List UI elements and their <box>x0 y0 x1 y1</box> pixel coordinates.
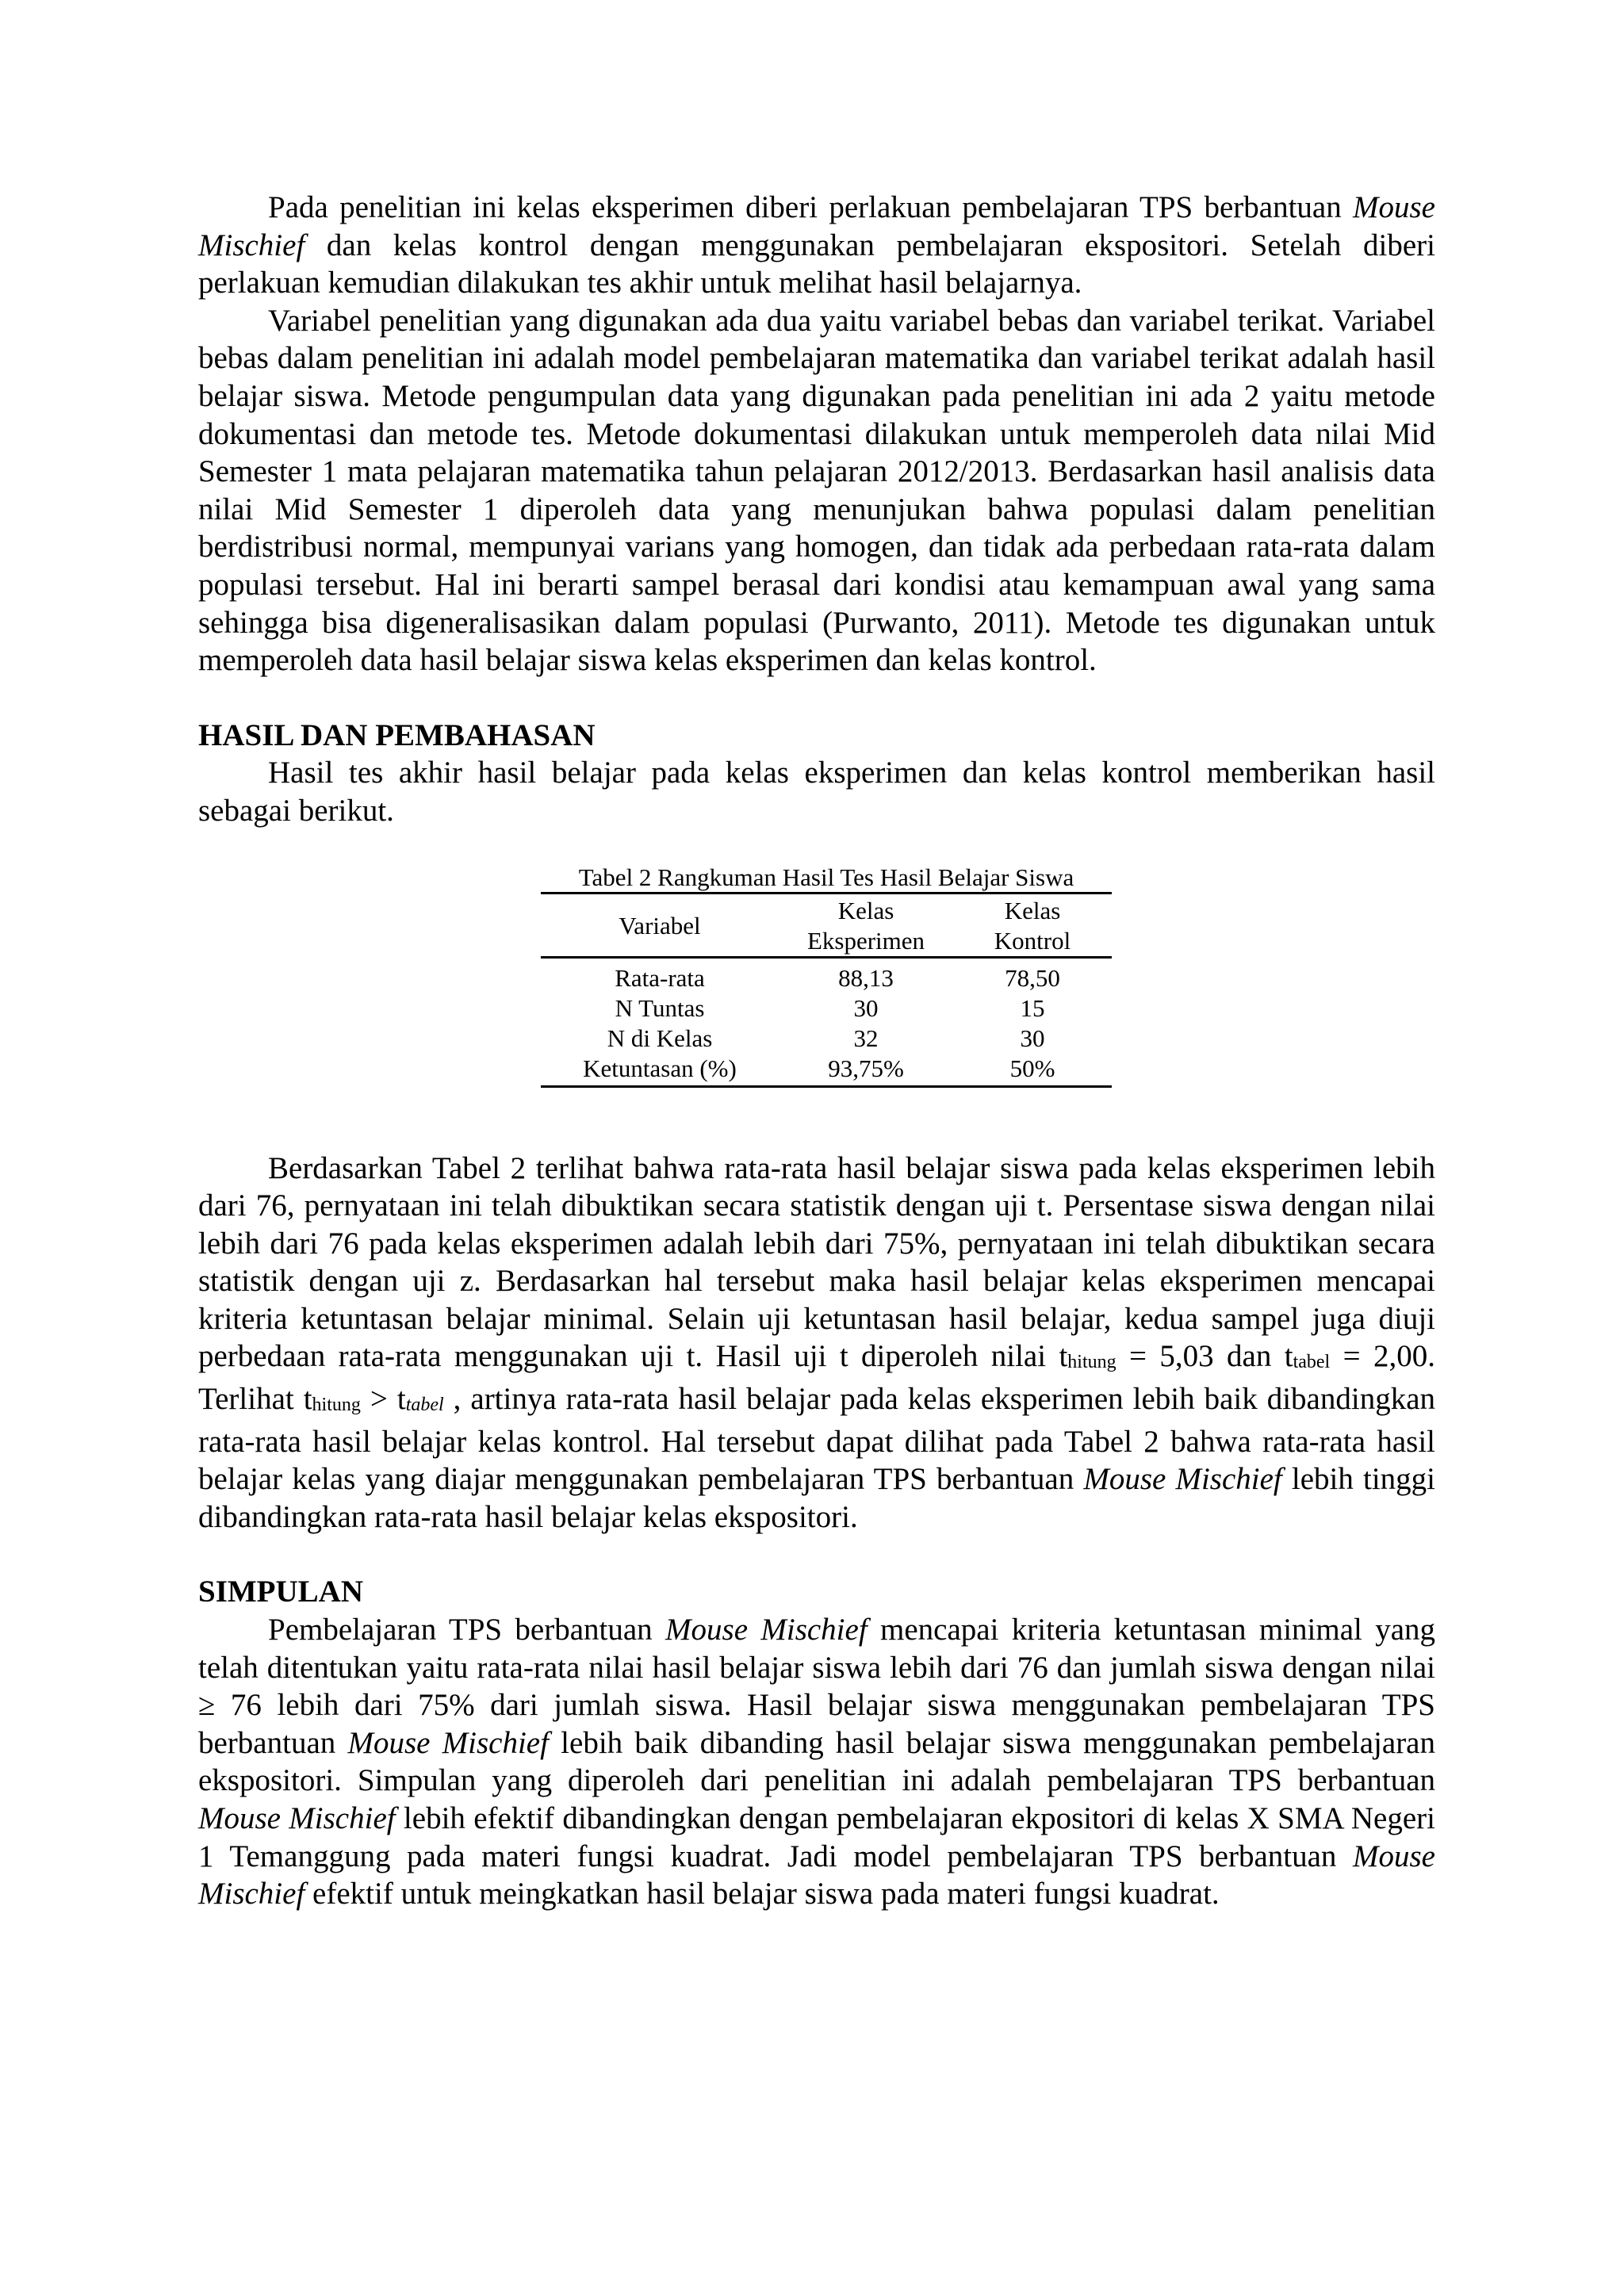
table-cell: 50% <box>953 1054 1112 1087</box>
italic-term: Mouse Mischief <box>198 190 1435 262</box>
table-cell: 32 <box>853 1024 879 1052</box>
text-span: lebih baik dibanding hasil belajar siswa menggunakan pembelajaran ekspositori. Simpulan yang diperoleh dari penelitian ini adalah pembelajaran TPS berbantuan <box>198 1725 1435 1798</box>
intro-paragraph-2: Variabel penelitian yang digunakan ada dua yaitu variabel bebas dan variabel terikat. Variabel bebas dalam penelitian ini adalah model pembelajaran matematika dan variabel terikat adalah hasil belajar siswa. Metode pengumpulan data yang digunakan pada penelitian ini ada 2 yaitu metode dokumentasi dan metode tes. Metode dokumentasi dilakukan untuk memperoleh data nilai Mid Semester 1 mata pelajaran matematika tahun pelajaran 2012/2013. Berdasarkan hasil analisis data nilai Mid Semester 1 diperoleh data yang menunjukan bahwa populasi dalam penelitian berdistribusi normal, mempunyai varians yang homogen, dan tidak ada perbedaan rata-rata dalam populasi tersebut. Hal ini berarti sampel berasal dari kondisi atau kemampuan awal yang sama sehingga bisa digeneralisasikan dalam populasi (Purwanto, 2011). Metode tes digunakan untuk memperoleh data hasil belajar siswa kelas eksperimen dan kelas kontrol. <box>198 303 1435 678</box>
table-cell: N di Kelas <box>607 1024 713 1052</box>
document-page <box>198 189 1435 1913</box>
t-symbol: t <box>396 1382 406 1417</box>
italic-term: Mouse Mischief <box>665 1613 868 1647</box>
table-cell: Rata-rata <box>615 963 705 992</box>
spacer <box>198 679 1435 717</box>
table-cell: 93,75% <box>779 1054 953 1087</box>
section-heading-simpulan: SIMPULAN <box>198 1575 364 1609</box>
table-cell: 15 <box>1020 993 1045 1022</box>
text-span: > <box>360 1382 397 1417</box>
hasil-paragraph: Hasil tes akhir hasil belajar pada kelas eksperimen dan kelas kontrol memberikan hasil sebagai berikut. <box>198 756 1435 828</box>
header-kontrol-line2: Kontrol <box>953 926 1112 958</box>
table-cell: 30 <box>1020 1024 1045 1052</box>
discussion-paragraph <box>198 1150 1435 1536</box>
text-span: , artinya rata-rata hasil belajar pada kelas eksperimen lebih baik dibandingkan rata-rata hasil belajar kelas kontrol. Hal tersebut dapat dilihat pada Tabel 2 bahwa rata-rata hasil belajar kelas yang diajar menggunakan pembelajaran TPS berbantuan <box>198 1382 1436 1497</box>
table-cell: N Tuntas <box>615 993 705 1022</box>
italic-term: Mouse Mischief <box>198 1801 396 1835</box>
t-symbol: t <box>1059 1339 1068 1374</box>
italic-term: Mouse Mischief <box>198 1839 1435 1911</box>
text-span: Pembelajaran TPS berbantuan <box>268 1613 666 1647</box>
t-symbol: t <box>1284 1339 1293 1374</box>
table-row <box>541 1054 1112 1087</box>
table-cell: 30 <box>853 993 879 1022</box>
table-row <box>541 993 1112 1024</box>
intro-paragraph-1 <box>198 189 1435 302</box>
text-span: = 5,03 dan <box>1116 1339 1285 1374</box>
table-cell: 88,13 <box>838 963 894 992</box>
text-span: Berdasarkan Tabel 2 terlihat bahwa rata-rata hasil belajar siswa pada kelas eksperimen lebih dari 76, pernyataan ini telah dibuktikan secara statistik dengan uji t. Persentase siswa dengan nilai lebih dari 76 pada kelas eksperimen adalah lebih dari 75%, pernyataan ini telah dibuktikan secara statistik dengan uji z. Berdasarkan hal tersebut maka hasil belajar kelas eksperimen mencapai kriteria ketuntasan belajar minimal. Selain uji ketuntasan hasil belajar, kedua sampel juga diuji perbedaan rata-rata menggunakan uji t. Hasil uji t diperoleh nilai <box>198 1150 1435 1374</box>
subscript-tabel-italic: tabel <box>405 1395 444 1416</box>
header-variabel: Variabel <box>541 893 779 957</box>
header-eksperimen-line2: Eksperimen <box>779 926 953 958</box>
text-span: dan kelas kontrol dengan menggunakan pembelajaran ekspositori. Setelah diberi perlakuan kemudian dilakukan tes akhir untuk melihat hasil belajarnya. <box>198 228 1435 300</box>
italic-term: Mouse Mischief <box>347 1725 549 1760</box>
simpulan-paragraph <box>198 1611 1435 1913</box>
subscript-hitung: hitung <box>312 1395 361 1416</box>
table-cell: Ketuntasan (%) <box>541 1054 779 1087</box>
results-table <box>541 892 1112 1088</box>
table-caption: Tabel 2 Rangkuman Hasil Tes Hasil Belajar Siswa <box>578 863 1074 891</box>
t-symbol: t <box>303 1382 312 1417</box>
table-row <box>541 957 1112 993</box>
text-span: = 2,00. Terlihat <box>198 1339 1435 1417</box>
table-cell: 78,50 <box>1005 963 1060 992</box>
text-span: lebih efektif dibandingkan dengan pembelajaran ekpositori di kelas X SMA Negeri 1 Temanggung pada materi fungsi kuadrat. Jadi model pembelajaran TPS berbantuan <box>198 1801 1435 1873</box>
spacer <box>198 1088 1435 1150</box>
header-kontrol-line1: Kelas <box>953 893 1112 926</box>
table-header-row <box>541 893 1112 926</box>
results-table-block <box>541 863 1112 1088</box>
spacer <box>198 1536 1435 1573</box>
text-span: efektif untuk meingkatkan hasil belajar siswa pada materi fungsi kuadrat. <box>304 1877 1220 1911</box>
text-span: Pada penelitian ini kelas eksperimen diberi perlakuan pembelajaran TPS berbantuan <box>268 190 1354 224</box>
table-row <box>541 1024 1112 1054</box>
header-eksperimen-line1: Kelas <box>779 893 953 926</box>
section-heading-hasil: HASIL DAN PEMBAHASAN <box>198 718 596 752</box>
subscript-hitung: hitung <box>1067 1352 1116 1373</box>
italic-term: Mouse Mischief <box>1083 1462 1282 1497</box>
text-span: lebih tinggi dibandingkan rata-rata hasil belajar kelas ekspositori. <box>198 1462 1435 1534</box>
text-span: mencapai kriteria ketuntasan minimal yang telah ditentukan yaitu rata-rata nilai hasil belajar siswa lebih dari 76 dan jumlah siswa dengan nilai ≥ 76 lebih dari 75% dari jumlah siswa. Hasil belajar siswa menggunakan pembelajaran TPS berbantuan <box>198 1613 1436 1760</box>
subscript-tabel: tabel <box>1293 1352 1331 1373</box>
